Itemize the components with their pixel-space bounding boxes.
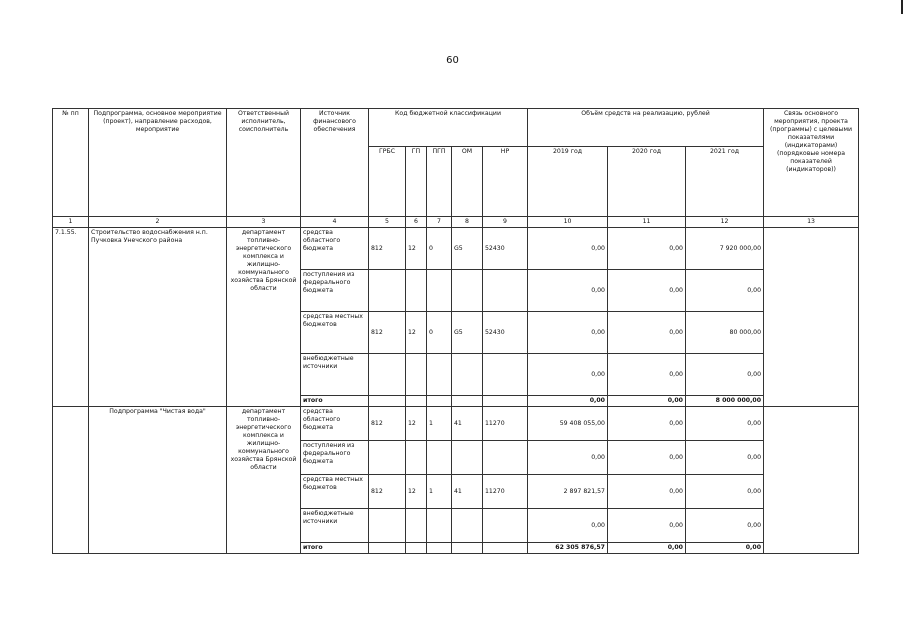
empty-cell	[427, 543, 452, 554]
col-number: 11	[608, 217, 686, 228]
total-2021: 0,00	[686, 543, 764, 554]
nr-cell: 52430	[483, 228, 528, 270]
empty-cell	[406, 396, 427, 407]
value-2020: 0,00	[608, 509, 686, 543]
table-row	[53, 228, 859, 270]
pgp-cell: 0	[427, 312, 452, 354]
om-cell	[452, 354, 483, 396]
gp-cell	[406, 270, 427, 312]
header-row-1	[53, 109, 859, 147]
table-row	[53, 407, 859, 441]
col-number: 7	[427, 217, 452, 228]
value-2020: 0,00	[608, 312, 686, 354]
total-2021: 8 000 000,00	[686, 396, 764, 407]
header-executor: Ответственный исполнитель, соисполнитель	[227, 109, 301, 217]
nr-cell	[483, 270, 528, 312]
gp-cell	[406, 509, 427, 543]
header-2020: 2020 год	[608, 147, 686, 217]
source-cell: внебюджетные источники	[301, 509, 369, 543]
grbs-cell: 812	[369, 475, 406, 509]
source-cell: внебюджетные источники	[301, 354, 369, 396]
pgp-cell	[427, 509, 452, 543]
pgp-cell: 1	[427, 475, 452, 509]
col-number: 4	[301, 217, 369, 228]
empty-cell	[369, 396, 406, 407]
link-cell	[764, 228, 859, 407]
value-2020: 0,00	[608, 270, 686, 312]
gp-cell: 12	[406, 475, 427, 509]
nr-cell	[483, 441, 528, 475]
page-number: 60	[446, 55, 459, 66]
empty-cell	[406, 543, 427, 554]
value-2019: 0,00	[528, 228, 608, 270]
om-cell: G5	[452, 228, 483, 270]
empty-cell	[452, 543, 483, 554]
empty-cell	[369, 543, 406, 554]
col-number: 13	[764, 217, 859, 228]
scan-edge-mark	[901, 0, 903, 14]
pgp-cell	[427, 441, 452, 475]
subprogram-name: Подпрограмма "Чистая вода"	[89, 407, 227, 554]
grbs-cell: 812	[369, 312, 406, 354]
total-2020: 0,00	[608, 543, 686, 554]
gp-cell	[406, 441, 427, 475]
header-om: ОМ	[452, 147, 483, 217]
gp-cell: 12	[406, 312, 427, 354]
gp-cell	[406, 354, 427, 396]
value-2020: 0,00	[608, 475, 686, 509]
nr-cell: 11270	[483, 407, 528, 441]
header-budget-code: Код бюджетной классификации	[369, 109, 528, 147]
value-2021: 80 000,00	[686, 312, 764, 354]
col-number: 1	[53, 217, 89, 228]
total-label: итого	[301, 543, 369, 554]
empty-cell	[427, 396, 452, 407]
gp-cell: 12	[406, 407, 427, 441]
value-2019: 0,00	[528, 270, 608, 312]
section-number	[53, 407, 89, 554]
col-number: 3	[227, 217, 301, 228]
value-2019: 2 897 821,57	[528, 475, 608, 509]
grbs-cell: 812	[369, 228, 406, 270]
source-cell: средства местных бюджетов	[301, 475, 369, 509]
grbs-cell	[369, 441, 406, 475]
om-cell: G5	[452, 312, 483, 354]
measure-name: Строительство водоснабжения н.п. Пучковка Унечского района	[89, 228, 227, 407]
col-number: 8	[452, 217, 483, 228]
budget-table	[52, 108, 859, 554]
value-2020: 0,00	[608, 228, 686, 270]
value-2021: 0,00	[686, 270, 764, 312]
section-number: 7.1.55.	[53, 228, 89, 407]
grbs-cell	[369, 354, 406, 396]
header-2021: 2021 год	[686, 147, 764, 217]
value-2021: 7 920 000,00	[686, 228, 764, 270]
header-nr: НР	[483, 147, 528, 217]
executor-cell: департамент топливно-энергетического комплекса и жилищно-коммунального хозяйства Брянской области	[227, 228, 301, 407]
col-number: 12	[686, 217, 764, 228]
header-volume: Объём средств на реализацию, рублей	[528, 109, 764, 147]
om-cell: 41	[452, 475, 483, 509]
value-2021: 0,00	[686, 441, 764, 475]
col-number: 5	[369, 217, 406, 228]
header-link: Связь основного мероприятия, проекта (программы) с целевыми показателями (индикаторами) (порядковые номера показателей (индикаторов))	[764, 109, 859, 217]
value-2021: 0,00	[686, 509, 764, 543]
value-2019: 0,00	[528, 312, 608, 354]
source-cell: поступления из федерального бюджета	[301, 441, 369, 475]
col-number: 6	[406, 217, 427, 228]
link-cell	[764, 407, 859, 554]
value-2019: 0,00	[528, 441, 608, 475]
value-2021: 0,00	[686, 354, 764, 396]
value-2020: 0,00	[608, 441, 686, 475]
empty-cell	[452, 396, 483, 407]
grbs-cell	[369, 509, 406, 543]
nr-cell	[483, 354, 528, 396]
pgp-cell	[427, 354, 452, 396]
pgp-cell: 0	[427, 228, 452, 270]
value-2020: 0,00	[608, 407, 686, 441]
total-2019: 0,00	[528, 396, 608, 407]
pgp-cell	[427, 270, 452, 312]
source-cell: средства областного бюджета	[301, 228, 369, 270]
source-cell: средства областного бюджета	[301, 407, 369, 441]
header-num: № пп	[53, 109, 89, 217]
om-cell	[452, 270, 483, 312]
value-2021: 0,00	[686, 475, 764, 509]
value-2019: 0,00	[528, 354, 608, 396]
source-cell: поступления из федерального бюджета	[301, 270, 369, 312]
value-2020: 0,00	[608, 354, 686, 396]
value-2021: 0,00	[686, 407, 764, 441]
col-number: 10	[528, 217, 608, 228]
col-number: 9	[483, 217, 528, 228]
grbs-cell: 812	[369, 407, 406, 441]
nr-cell: 52430	[483, 312, 528, 354]
total-2019: 62 305 876,57	[528, 543, 608, 554]
grbs-cell	[369, 270, 406, 312]
header-gp: ГП	[406, 147, 427, 217]
header-grbs: ГРБС	[369, 147, 406, 217]
om-cell	[452, 441, 483, 475]
gp-cell: 12	[406, 228, 427, 270]
nr-cell	[483, 509, 528, 543]
header-source: Источник финансового обеспечения	[301, 109, 369, 217]
pgp-cell: 1	[427, 407, 452, 441]
nr-cell: 11270	[483, 475, 528, 509]
value-2019: 0,00	[528, 509, 608, 543]
col-number: 2	[89, 217, 227, 228]
om-cell: 41	[452, 407, 483, 441]
column-number-row	[53, 217, 859, 228]
total-label: итого	[301, 396, 369, 407]
empty-cell	[483, 543, 528, 554]
empty-cell	[483, 396, 528, 407]
header-pgp: ПГП	[427, 147, 452, 217]
source-cell: средства местных бюджетов	[301, 312, 369, 354]
header-program: Подпрограмма, основное мероприятие (проект), направление расходов, мероприятие	[89, 109, 227, 217]
value-2019: 59 408 055,00	[528, 407, 608, 441]
executor-cell: департамент топливно-энергетического комплекса и жилищно-коммунального хозяйства Брянской области	[227, 407, 301, 554]
om-cell	[452, 509, 483, 543]
total-2020: 0,00	[608, 396, 686, 407]
header-2019: 2019 год	[528, 147, 608, 217]
